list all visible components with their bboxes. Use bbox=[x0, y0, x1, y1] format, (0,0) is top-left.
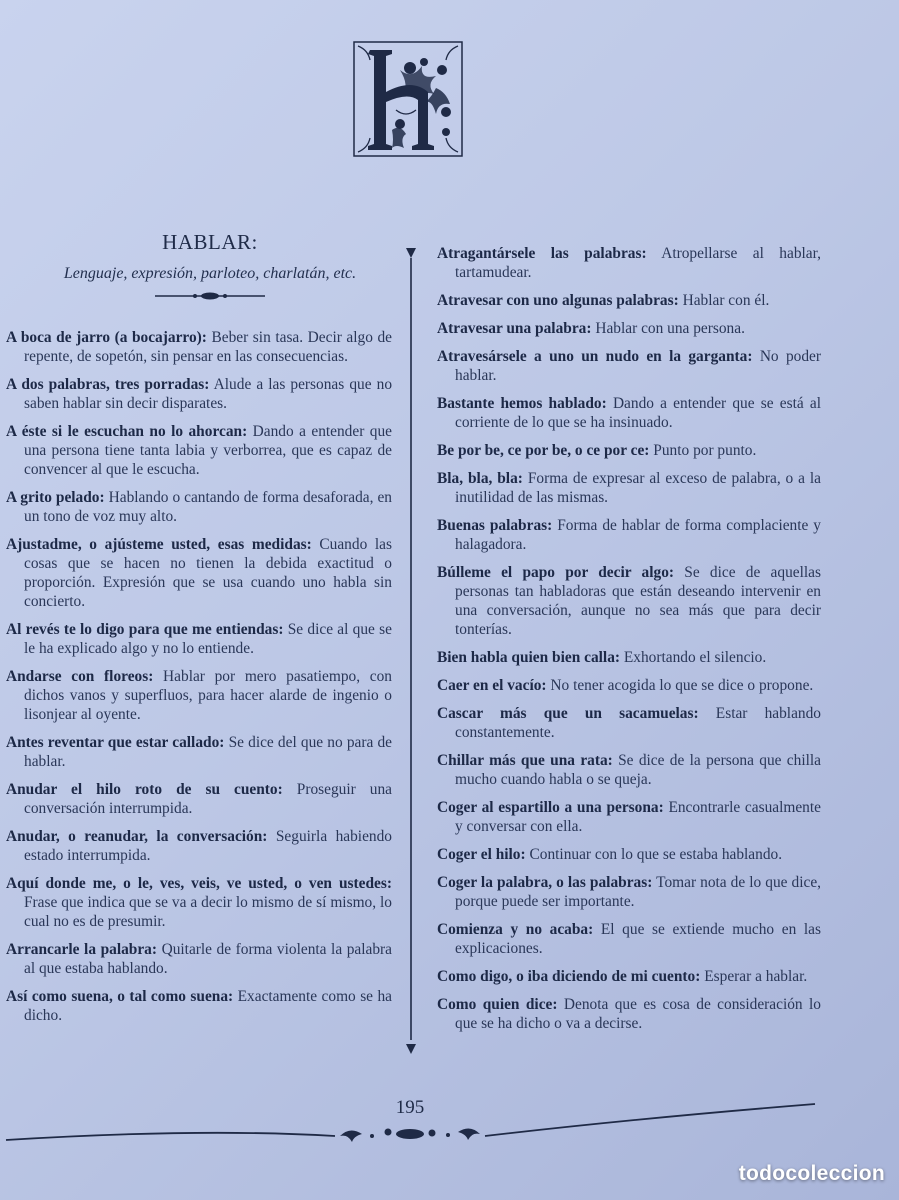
entry-term: Como digo, o iba diciendo de mi cuento: bbox=[437, 968, 701, 985]
dictionary-entry bbox=[6, 667, 392, 724]
dictionary-entry bbox=[437, 967, 821, 986]
dictionary-entry bbox=[437, 516, 821, 554]
dictionary-entry bbox=[437, 798, 821, 836]
entry-definition: Denota que es cosa de consideración lo que se ha dicho o va a decirse. bbox=[455, 996, 821, 1032]
dictionary-entry bbox=[437, 751, 821, 789]
entry-term: Aquí donde me, o le, ves, veis, ve usted, o ven ustedes: bbox=[6, 875, 392, 892]
entry-term: Coger la palabra, o las palabras: bbox=[437, 874, 653, 891]
illuminated-initial-icon bbox=[352, 40, 464, 158]
entry-definition: Frase que indica que se va a decir lo mismo de sí mismo, lo cual no es de presumir. bbox=[24, 894, 392, 930]
entry-definition: Hablar por mero pasatiempo, con dichos vanos y superfluos, para hacer alarde de ingenio o lisonjear al oyente. bbox=[24, 668, 392, 723]
entry-term: Ajustadme, o ajústeme usted, esas medidas: bbox=[6, 536, 312, 553]
entry-term: Atravesársele a uno un nudo en la garganta: bbox=[437, 348, 753, 365]
dictionary-entry bbox=[6, 328, 392, 366]
entry-definition: Se dice de la persona que chilla mucho cuando habla o se queja. bbox=[455, 752, 821, 788]
entry-term: Buenas palabras: bbox=[437, 517, 553, 534]
dictionary-entry bbox=[6, 827, 392, 865]
entry-definition: Dando a entender que una persona tiene tanta labia y verborrea, que es capaz de convencer al que le escucha. bbox=[24, 423, 392, 478]
entry-term: Atravesar con uno algunas palabras: bbox=[437, 292, 679, 309]
dictionary-entry bbox=[437, 995, 821, 1033]
entry-definition: Proseguir una conversación interrumpida. bbox=[24, 781, 392, 817]
entry-term: Anudar, o reanudar, la conversación: bbox=[6, 828, 268, 845]
dictionary-entry bbox=[6, 874, 392, 931]
entry-definition: Tomar nota de lo que dice, porque puede ser importante. bbox=[455, 874, 822, 910]
entry-definition: Se dice del que no para de hablar. bbox=[24, 734, 392, 770]
entry-definition: El que se extiende mucho en las explicaciones. bbox=[455, 921, 821, 957]
entry-term: Caer en el vacío: bbox=[437, 677, 547, 694]
entry-definition: Estar hablando constantemente. bbox=[455, 705, 821, 741]
entry-definition: Hablar con él. bbox=[682, 292, 770, 309]
dictionary-entry bbox=[437, 676, 821, 695]
dictionary-entry bbox=[6, 987, 392, 1025]
entry-term: A éste si le escuchan no lo ahorcan: bbox=[6, 423, 248, 440]
entry-definition: Hablando o cantando de forma desaforada, en un tono de voz muy alto. bbox=[24, 489, 392, 525]
entry-term: Chillar más que una rata: bbox=[437, 752, 613, 769]
entry-definition: Hablar con una persona. bbox=[595, 320, 745, 337]
dictionary-entry bbox=[6, 940, 392, 978]
entry-term: Búlleme el papo por decir algo: bbox=[437, 564, 675, 581]
section-header bbox=[20, 230, 400, 306]
dictionary-entry bbox=[437, 394, 821, 432]
entry-definition: Exactamente como se ha dicho. bbox=[24, 988, 392, 1024]
entry-term: Atragantársele las palabras: bbox=[437, 245, 647, 262]
entry-term: Coger al espartillo a una persona: bbox=[437, 799, 664, 816]
entry-term: Coger el hilo: bbox=[437, 846, 526, 863]
entry-term: A dos palabras, tres porradas: bbox=[6, 376, 210, 393]
dictionary-entry bbox=[6, 733, 392, 771]
entry-term: Antes reventar que estar callado: bbox=[6, 734, 225, 751]
entry-term: Atravesar una palabra: bbox=[437, 320, 592, 337]
entry-term: Cascar más que un sacamuelas: bbox=[437, 705, 699, 722]
dictionary-entry bbox=[6, 422, 392, 479]
dictionary-entry bbox=[437, 563, 821, 639]
dictionary-entry bbox=[6, 488, 392, 526]
entry-definition: Se dice al que se le ha explicado algo y no lo entiende. bbox=[24, 621, 392, 657]
entry-term: A boca de jarro (a bocajarro): bbox=[6, 329, 207, 346]
entry-term: A grito pelado: bbox=[6, 489, 105, 506]
dictionary-entry bbox=[437, 441, 821, 460]
dictionary-entry bbox=[6, 535, 392, 611]
entry-term: Bastante hemos hablado: bbox=[437, 395, 607, 412]
entry-definition: Punto por punto. bbox=[653, 442, 757, 459]
entry-definition: Seguirla habiendo estado interrumpida. bbox=[24, 828, 392, 864]
entry-term: Como quien dice: bbox=[437, 996, 558, 1013]
column-divider-icon bbox=[404, 244, 418, 1056]
entry-definition: No poder hablar. bbox=[455, 348, 821, 384]
dictionary-entry bbox=[437, 845, 821, 864]
entry-definition: Se dice de aquellas personas tan habladoras que están deseando intervenir en una conversación, aunque no sea más que para decir tonterías. bbox=[455, 564, 821, 638]
entry-term: Bla, bla, bla: bbox=[437, 470, 523, 487]
dictionary-entry bbox=[437, 319, 821, 338]
entry-definition: Cuando las cosas que se hacen no tienen la debida exactitud o proporción. Expresión que se usa cuando uno habla sin concierto. bbox=[24, 536, 392, 610]
header-ornament-icon bbox=[155, 291, 265, 301]
entry-definition: Alude a las personas que no saben hablar sin decir disparates. bbox=[24, 376, 393, 412]
dictionary-entry bbox=[6, 780, 392, 818]
entry-definition: Beber sin tasa. Decir algo de repente, de sopetón, sin pensar en las consecuencias. bbox=[24, 329, 393, 365]
section-title: HABLAR: bbox=[162, 230, 258, 254]
dictionary-entry bbox=[437, 873, 821, 911]
entry-definition: Exhortando el silencio. bbox=[623, 649, 767, 666]
entry-definition: Quitarle de forma violenta la palabra al que estaba hablando. bbox=[24, 941, 392, 977]
dictionary-entry bbox=[437, 291, 821, 310]
footer-ornament-icon bbox=[0, 1100, 899, 1150]
dictionary-entry bbox=[437, 704, 821, 742]
entry-term: Así como suena, o tal como suena: bbox=[6, 988, 234, 1005]
entry-term: Comienza y no acaba: bbox=[437, 921, 594, 938]
entry-definition: Forma de expresar al exceso de palabra, o a la inutilidad de las mismas. bbox=[455, 470, 821, 506]
right-column bbox=[437, 244, 821, 1042]
section-subtitle: Lenguaje, expresión, parloteo, charlatán, etc. bbox=[63, 265, 357, 282]
entry-term: Arrancarle la palabra: bbox=[6, 941, 158, 958]
dictionary-entry bbox=[437, 648, 821, 667]
watermark: todocoleccion bbox=[738, 1162, 885, 1185]
left-column bbox=[6, 328, 392, 1034]
dictionary-entry bbox=[437, 920, 821, 958]
entry-term: Be por be, ce por be, o ce por ce: bbox=[437, 442, 650, 459]
dictionary-entry bbox=[6, 375, 392, 413]
dictionary-entry bbox=[6, 620, 392, 658]
entry-term: Andarse con floreos: bbox=[6, 668, 154, 685]
dictionary-entry bbox=[437, 347, 821, 385]
entry-term: Al revés te lo digo para que me entiendas: bbox=[6, 621, 284, 638]
entry-definition: Forma de hablar de forma complaciente y halagadora. bbox=[455, 517, 821, 553]
entry-definition: Continuar con lo que se estaba hablando. bbox=[529, 846, 783, 863]
page-number: 195 bbox=[395, 1097, 425, 1118]
entry-definition: Atropellarse al hablar, tartamudear. bbox=[455, 245, 821, 281]
entry-definition: Esperar a hablar. bbox=[704, 968, 808, 985]
entry-definition: Dando a entender que se está al corriente de lo que se ha insinuado. bbox=[455, 395, 821, 431]
entry-definition: Encontrarle casualmente y conversar con ella. bbox=[455, 799, 821, 835]
entry-definition: No tener acogida lo que se dice o propone. bbox=[550, 677, 814, 694]
dictionary-entry bbox=[437, 244, 821, 282]
dictionary-entry bbox=[437, 469, 821, 507]
entry-term: Anudar el hilo roto de su cuento: bbox=[6, 781, 283, 798]
entry-term: Bien habla quien bien calla: bbox=[437, 649, 621, 666]
